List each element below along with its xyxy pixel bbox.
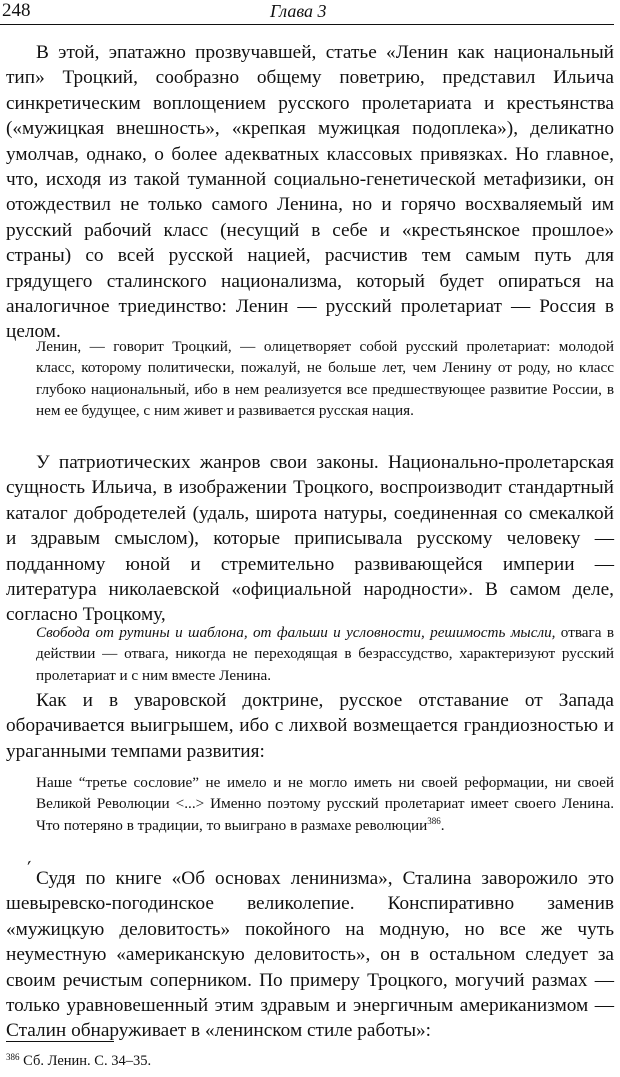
quote-3 bbox=[36, 772, 614, 836]
quote-2-italic: Свобода от рутины и шаблона, от фальши и условности, решимость мысли, bbox=[36, 624, 556, 641]
paragraph-2: У патриотических жанров свои законы. Национально-пролетарская сущность Ильича, в изображении Троцкого, воспроизводит стандартный каталог добродетелей (удаль, широта натуры, соединенная со смекалкой и здравым смыслом), которые приписывала русскому человеку — подданному юной и стремительно развивающейся империи — литература николаевской «официальной народности». В самом деле, согласно Троцкому, bbox=[6, 452, 614, 626]
footnote-ref[interactable]: 386 bbox=[427, 815, 441, 826]
footnote bbox=[6, 1052, 151, 1070]
page-header bbox=[0, 0, 620, 26]
quote-1: Ленин, — говорит Троцкий, — олицетворяет собой русский пролетариат: молодой класс, которому политически, пожалуй, не больше лет, чем Ленину от роду, но класс глубоко национальный, ибо в нем реализуется все предшествующее развитие России, в нем ее будущее, с ним живет и развивается русская нация. bbox=[36, 338, 614, 419]
paragraph-4: Судя по книге «Об основах ленинизма», Сталина заворожило это шевыревско-погодинское великолепие. Конспиративно заменив «мужицкую деловитость» покойного на модную, но все же чуть неуместную «американскую деловитость», он в остальном следует за своим речистым соперником. По примеру Троцкого, могучий размах — только уравновешенный этим здравым и энергичным американизмом — Сталин обнаруживает в «ленинском стиле работы»: bbox=[6, 868, 614, 1042]
pencil-mark-icon: ˊ bbox=[24, 857, 39, 881]
paragraph-1: В этой, эпатажно прозвучавшей, статье «Ленин как национальный тип» Троцкий, сообразно общему поветрию, представил Ильича синкретическим воплощением русского пролетариата и крестьянства («мужицкая внешность», «крепкая мужицкая подоплека»), деликатно умолчав, однако, о более адекватных классовых привязках. Но главное, что, исходя из такой туманной социально-генетической метафизики, он отождествил не только самого Ленина, но и горячо восхваляемый им русский рабочий класс (несущий в себе и «крестьянское прошлое» страны) со всей русской нацией, расчистив тем самым путь для грядущего сталинского национализма, который будет опираться на аналогичное триединство: Ленин — русский пролетариат — Россия в целом. bbox=[6, 42, 614, 343]
footnote-number: 386 bbox=[6, 1052, 20, 1062]
footnote-rule bbox=[6, 1041, 114, 1042]
paragraph-3: Как и в уваровской доктрине, русское отставание от Запада оборачивается выигрышем, ибо с лихвой возмещается грандиозностью и ураганными темпами развития: bbox=[6, 690, 614, 762]
quote-2-rest: отвага в действии — отвага, никогда не переходящая в безрассудство, характеризуют русский пролетариат и с ним вместе Ленина. bbox=[36, 624, 615, 684]
quote-2 bbox=[36, 622, 614, 686]
header-rule bbox=[0, 24, 614, 25]
chapter-title: Глава 3 bbox=[270, 1, 327, 21]
quote-3-text: Наше “третье сословие” не имело и не могло иметь ни своей реформации, ни своей Великой Революции <...> Именно поэтому русский пролетариат имеет своего Ленина. Что потеряно в традиции, то выиграно в размахе революции bbox=[36, 774, 614, 834]
footnote-text: Сб. Ленин. С. 34–35. bbox=[19, 1053, 152, 1069]
page-number: 248 bbox=[2, 0, 31, 21]
quote-3-end: . bbox=[440, 816, 445, 834]
